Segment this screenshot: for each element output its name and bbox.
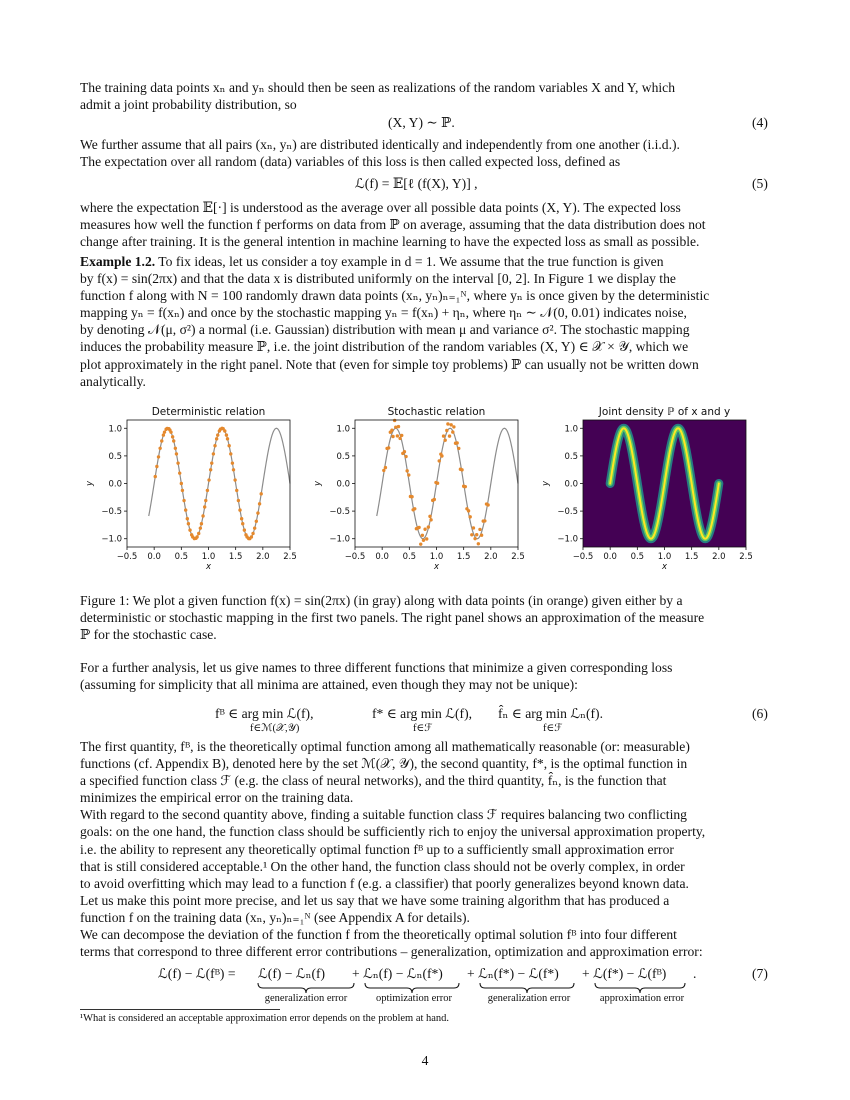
y-axis-label: y xyxy=(313,480,323,487)
data-point xyxy=(400,434,403,437)
paragraph-iid xyxy=(80,136,770,170)
data-point xyxy=(486,503,489,506)
text-line: i.e. the ability to represent any theoretically optimal function fᴮ up to a sufficiently small approximation error xyxy=(80,841,674,857)
data-point xyxy=(215,437,218,440)
text-line: With regard to the second quantity above, finding a suitable function class ℱ requires balancing two conflicting xyxy=(80,807,687,823)
x-tick-label: 0.5 xyxy=(630,552,645,562)
text-line: function f along with N = 100 randomly drawn data points (xₙ, yₙ)ₙ₌₁ᴺ, where yₙ is once given by the deterministic xyxy=(80,288,710,304)
data-point xyxy=(423,528,426,531)
data-point xyxy=(171,435,174,438)
text-line: change after training. It is the general intention in machine learning to have the expected loss as small as possible. xyxy=(80,234,700,250)
text-line: Figure 1: We plot a given function f(x) = sin(2πx) (in gray) along with data points (in orange) given either by a xyxy=(80,593,683,608)
data-point xyxy=(397,425,400,428)
data-point xyxy=(163,430,166,433)
data-point xyxy=(213,444,216,447)
label-approximation-error: approximation error xyxy=(599,993,685,1004)
text-line: where the expectation 𝔼[·] is understood as the average over all possible data points (X, Y). The expected loss xyxy=(80,200,681,215)
data-point xyxy=(455,441,458,444)
text-line: (assuming for simplicity that all minima are attained, even though they may not be unique): xyxy=(80,677,578,693)
data-point xyxy=(256,511,259,514)
x-tick-label: 2.0 xyxy=(256,552,270,562)
panel-stochastic xyxy=(313,406,525,572)
data-point xyxy=(187,522,190,525)
data-point xyxy=(238,508,241,511)
data-point xyxy=(405,469,408,472)
text-line: plot approximately in the right panel. Note that (even for simple toy problems) ℙ can usually not be written down xyxy=(80,356,699,372)
x-tick-label: 1.5 xyxy=(228,552,243,562)
text-line: goals: on the one hand, the function class should be sufficiently rich to enjoy the universal approximation property, xyxy=(80,824,706,840)
y-tick-label: −1.0 xyxy=(329,534,350,545)
equation-5: ℒ(f) = 𝔼[ℓ (f(X), Y)] , xyxy=(355,176,478,191)
data-point xyxy=(180,482,183,485)
data-point xyxy=(477,542,480,545)
y-tick-label: −1.0 xyxy=(557,534,578,545)
panel-title: Stochastic relation xyxy=(387,406,486,418)
equation-6a: fᴮ ∈ arg min ℒ(f), xyxy=(215,706,314,721)
data-point xyxy=(442,434,445,437)
data-point xyxy=(174,447,177,450)
data-point xyxy=(225,433,228,436)
y-tick-label: 1.0 xyxy=(336,424,350,435)
data-point xyxy=(419,542,422,545)
data-point xyxy=(464,485,467,488)
data-point xyxy=(429,518,432,521)
x-axis-label: x xyxy=(433,562,440,572)
data-point xyxy=(182,499,185,502)
data-point xyxy=(204,499,207,502)
data-point xyxy=(410,495,413,498)
x-tick-label: 0.0 xyxy=(375,552,389,562)
data-point xyxy=(452,425,455,428)
text-line: a specified function class ℱ (e.g. the class of neural networks), and the third quantity, f̂ₙ, is the function that xyxy=(80,773,667,789)
data-point xyxy=(197,532,200,535)
data-point xyxy=(436,482,439,485)
data-point xyxy=(200,522,203,525)
x-tick-label: 2.5 xyxy=(283,552,297,562)
data-point xyxy=(178,471,181,474)
data-point xyxy=(422,539,425,542)
data-point xyxy=(154,475,157,478)
x-tick-label: 1.0 xyxy=(429,552,444,562)
x-tick-label: 0.5 xyxy=(174,552,189,562)
data-point xyxy=(203,505,206,508)
data-point xyxy=(233,478,236,481)
y-tick-label: −1.0 xyxy=(101,534,122,545)
equation-7-lhs: ℒ(f) − ℒ(fᴮ) = xyxy=(158,966,236,981)
paragraph-intro xyxy=(80,79,770,113)
text-line: by denoting 𝒩(μ, σ²) a normal (i.e. Gaussian) distribution with mean μ and variance σ². The stochastic mapping xyxy=(80,322,690,338)
equation-4: (X, Y) ∼ ℙ. xyxy=(388,115,455,130)
equation-7-term4: + ℒ(f*) − ℒ(fᴮ) xyxy=(582,966,667,981)
text-line: mapping yₙ = f(xₙ) and once by the stochastic mapping yₙ = f(xₙ) + ηₙ, where ηₙ ∼ 𝒩(0, 0.01) indicates noise, xyxy=(80,305,687,321)
data-point xyxy=(251,532,254,535)
y-tick-label: 0.0 xyxy=(564,479,578,490)
data-point xyxy=(478,528,481,531)
data-point xyxy=(232,468,235,471)
data-point xyxy=(438,459,441,462)
y-tick-label: 0.0 xyxy=(108,479,122,490)
x-tick-label: 1.0 xyxy=(201,552,216,562)
equation-6b: f* ∈ arg min ℒ(f), xyxy=(372,706,473,721)
data-point xyxy=(403,450,406,453)
text-line: The expectation over all random (data) variables of this loss is then called expected loss, defined as xyxy=(80,154,621,170)
data-point xyxy=(184,508,187,511)
data-point xyxy=(384,466,387,469)
paragraph-function-classes xyxy=(80,738,770,960)
data-point xyxy=(158,447,161,450)
data-point xyxy=(448,434,451,437)
data-point xyxy=(157,455,160,458)
data-point xyxy=(398,437,401,440)
equation-6b-sub: f∈ℱ xyxy=(413,723,433,734)
y-tick-label: −0.5 xyxy=(101,507,122,518)
data-point xyxy=(433,498,436,501)
data-point xyxy=(425,537,428,540)
data-point xyxy=(428,515,431,518)
data-point xyxy=(216,433,219,436)
data-point xyxy=(396,434,399,437)
equation-number-7: (7) xyxy=(752,966,768,981)
equation-6a-sub: f∈ℳ(𝒳,𝒴) xyxy=(250,723,300,734)
text-line: measures how well the function f performs on data from ℙ on average, assuming that the data distribution does not xyxy=(80,217,706,233)
data-point xyxy=(387,446,390,449)
data-point xyxy=(186,517,189,520)
equation-7-term1: ℒ(f) − ℒₙ(f) xyxy=(258,966,326,981)
x-axis-label: x xyxy=(661,562,668,572)
data-point xyxy=(417,526,420,529)
text-line: The first quantity, fᴮ, is the theoretically optimal function among all mathematically reasonable (or: measurable) xyxy=(80,739,690,754)
text-line: deterministic or stochastic mapping in the first two panels. The right panel shows an approximation of the measure xyxy=(80,610,705,626)
data-point xyxy=(188,528,191,531)
data-point xyxy=(467,509,470,512)
x-tick-label: −0.5 xyxy=(116,552,138,562)
data-point xyxy=(473,537,476,540)
text-line: For a further analysis, let us give names to three different functions that minimize a given corresponding loss xyxy=(80,660,673,675)
panel-title: Deterministic relation xyxy=(151,406,266,418)
x-tick-label: 1.5 xyxy=(456,552,471,562)
y-axis-label: y xyxy=(85,480,95,487)
panel-joint-density xyxy=(541,406,753,572)
data-point xyxy=(201,514,204,517)
text-line: analytically. xyxy=(80,373,146,389)
data-point xyxy=(457,447,460,450)
text-line: We further assume that all pairs (xₙ, yₙ) are distributed identically and independently from one another (i.i.d.). xyxy=(80,137,680,152)
data-point xyxy=(445,429,448,432)
footnote: ¹What is considered an acceptable approximation error depends on the problem at hand. xyxy=(80,1013,450,1024)
text-line: Example 1.2. To fix ideas, let us consider a toy example in d = 1. We assume that the true function is given xyxy=(80,254,664,269)
text-line: terms that correspond to three different error contributions – generalization, optimization and approximation error: xyxy=(80,944,703,960)
data-point xyxy=(181,489,184,492)
data-point xyxy=(243,528,246,531)
data-point xyxy=(175,452,178,455)
x-tick-label: 2.5 xyxy=(739,552,753,562)
x-tick-label: 2.0 xyxy=(484,552,498,562)
data-point xyxy=(176,461,179,464)
y-tick-label: −0.5 xyxy=(557,507,578,518)
y-tick-label: 0.0 xyxy=(336,479,350,490)
equation-7-term2: + ℒₙ(f) − ℒₙ(f*) xyxy=(352,966,443,981)
data-point xyxy=(231,461,234,464)
data-point xyxy=(391,435,394,438)
x-tick-label: 0.0 xyxy=(603,552,617,562)
label-generalization-error: generalization error xyxy=(264,993,348,1004)
y-tick-label: 1.0 xyxy=(108,424,122,435)
text-line: to avoid overfitting which may lead to a function f (e.g. a classifier) that poorly generalizes beyond known data. xyxy=(80,875,689,891)
text-line: admit a joint probability distribution, so xyxy=(80,97,297,113)
data-point xyxy=(475,533,478,536)
y-tick-label: 0.5 xyxy=(336,451,350,462)
text-line: The training data points xₙ and yₙ should then be seen as realizations of the random variables X and Y, which xyxy=(80,80,676,95)
data-point xyxy=(390,429,393,432)
data-point xyxy=(207,478,210,481)
example-1-2 xyxy=(80,253,770,390)
data-point xyxy=(212,452,215,455)
x-tick-label: 1.0 xyxy=(657,552,672,562)
underbrace xyxy=(258,983,354,993)
data-point xyxy=(483,519,486,522)
y-axis-label: y xyxy=(541,480,551,487)
text-line: ℙ for the stochastic case. xyxy=(80,627,217,643)
data-point xyxy=(470,533,473,536)
figure-caption xyxy=(80,592,770,643)
equation-6c-sub: f∈ℱ xyxy=(543,723,563,734)
data-point xyxy=(155,465,158,468)
data-point xyxy=(206,489,209,492)
equation-7-end: . xyxy=(693,966,697,981)
text-line: function f on the training data (xₙ, yₙ)ₙ₌₁ᴺ (see Appendix A for details). xyxy=(80,909,470,925)
data-point xyxy=(162,433,165,436)
text-line: that is still considered acceptable.¹ On the other hand, the function class should not be overly complex, in order xyxy=(80,858,685,874)
data-point xyxy=(209,468,212,471)
data-point xyxy=(223,429,226,432)
footnote-rule xyxy=(80,1009,280,1010)
data-point xyxy=(237,499,240,502)
data-point xyxy=(229,452,232,455)
data-point xyxy=(160,439,163,442)
data-point xyxy=(440,454,443,457)
text-line: Let us make this point more precise, and let us say that we have some training algorithm that has produced a xyxy=(80,892,670,908)
data-point xyxy=(241,522,244,525)
page-number: 4 xyxy=(421,1053,429,1068)
x-axis-label: x xyxy=(205,562,212,572)
data-point xyxy=(210,461,213,464)
y-tick-label: 0.5 xyxy=(564,451,578,462)
equation-6c: f̂ₙ ∈ arg min ℒₙ(f). xyxy=(498,706,603,721)
data-point xyxy=(413,507,416,510)
x-tick-label: 0.5 xyxy=(402,552,417,562)
data-point xyxy=(260,492,263,495)
equation-number-4: (4) xyxy=(752,115,768,130)
x-tick-label: −0.5 xyxy=(344,552,366,562)
equation-number-6: (6) xyxy=(752,706,768,721)
data-point xyxy=(446,422,449,425)
underbrace xyxy=(480,983,574,993)
data-point xyxy=(235,489,238,492)
paragraph-expected-loss xyxy=(80,199,770,250)
data-point xyxy=(258,502,261,505)
x-tick-label: 2.0 xyxy=(712,552,726,562)
x-tick-label: 0.0 xyxy=(147,552,161,562)
data-point xyxy=(421,534,424,537)
y-tick-label: 0.5 xyxy=(108,451,122,462)
label-optimization-error: optimization error xyxy=(375,993,453,1004)
data-point xyxy=(480,534,483,537)
y-tick-label: 1.0 xyxy=(564,424,578,435)
data-point xyxy=(255,520,258,523)
data-point xyxy=(172,439,175,442)
text-line: by f(x) = sin(2πx) and that the data x is distributed uniformly on the interval [0, 2]. In Figure 1 we display the xyxy=(80,271,676,287)
data-point xyxy=(226,437,229,440)
text-line: functions (cf. Appendix B), denoted here by the set ℳ(𝒳, 𝒴), the second quantity, f*, is the optimal function in xyxy=(80,756,688,772)
text-line: minimizes the empirical error on the training data. xyxy=(80,790,354,806)
paragraph-minimizers xyxy=(80,659,770,693)
data-point xyxy=(250,535,253,538)
data-point xyxy=(460,468,463,471)
panel-title: Joint density ℙ of x and y xyxy=(598,406,731,418)
data-point xyxy=(404,455,407,458)
data-point xyxy=(449,423,452,426)
example-heading: Example 1.2. xyxy=(80,254,156,269)
data-point xyxy=(472,526,475,529)
data-point xyxy=(393,419,396,422)
x-tick-label: 2.5 xyxy=(511,552,525,562)
data-point xyxy=(451,430,454,433)
text-line: induces the probability measure ℙ, i.e. the joint distribution of the random variables (X, Y) ∈ 𝒳 × 𝒴, which we xyxy=(80,339,689,355)
x-tick-label: 1.5 xyxy=(684,552,699,562)
underbrace xyxy=(595,983,685,993)
data-point xyxy=(240,517,243,520)
equation-7-term3: + ℒₙ(f*) − ℒ(f*) xyxy=(467,966,559,981)
text-line: We can decompose the deviation of the function f from the theoretically optimal solution fᴮ into four different xyxy=(80,927,677,943)
data-point xyxy=(407,473,410,476)
label-generalization-error: generalization error xyxy=(487,993,571,1004)
data-point xyxy=(443,438,446,441)
x-tick-label: −0.5 xyxy=(572,552,594,562)
data-point xyxy=(169,430,172,433)
data-point xyxy=(253,526,256,529)
data-point xyxy=(199,526,202,529)
y-tick-label: −0.5 xyxy=(329,507,350,518)
equation-number-5: (5) xyxy=(752,176,768,191)
figure-1 xyxy=(80,403,770,573)
underbrace xyxy=(365,983,459,993)
data-point xyxy=(195,535,198,538)
panel-deterministic xyxy=(85,406,297,572)
data-point xyxy=(427,525,430,528)
data-point xyxy=(227,444,230,447)
data-point xyxy=(468,515,471,518)
